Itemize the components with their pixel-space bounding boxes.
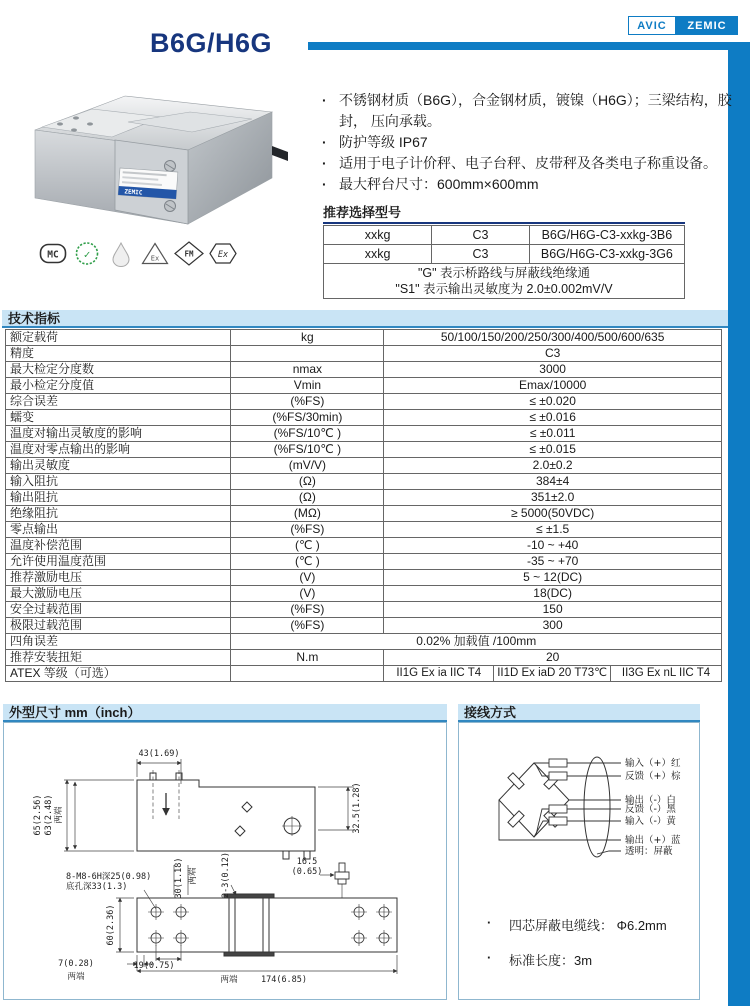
model-notes-row	[324, 264, 685, 299]
wire-label: 反馈（+）棕	[625, 771, 681, 782]
bullet: ·	[322, 155, 327, 171]
spec-unit-cell: Vmin	[231, 378, 384, 394]
spec-name-cell: 零点输出	[6, 522, 231, 538]
spec-value-cell: -10 ~ +40	[384, 538, 722, 554]
spec-row	[6, 570, 722, 586]
spec-value-cell: ≤ ±0.016	[384, 410, 722, 426]
spec-row	[6, 506, 722, 522]
dim-label: 7(0.28)	[58, 959, 94, 969]
wiring-diagram	[459, 723, 699, 909]
wiring-note-text: 标准长度：3m	[509, 953, 593, 968]
dim-label: 19(0.75)	[133, 961, 175, 971]
bullet: ·	[322, 92, 327, 108]
spec-row-atex	[6, 666, 722, 682]
atex-ex-hexagon-icon	[208, 240, 238, 267]
spec-name-cell: 最大激励电压	[6, 586, 231, 602]
bullet: ·	[322, 134, 327, 150]
nepsi-ex-triangle-icon	[140, 240, 170, 267]
spec-row	[6, 346, 722, 362]
spec-value-cell: -35 ~ +70	[384, 554, 722, 570]
wiring-note-text: 四芯屏蔽电缆线： Φ6.2mm	[509, 918, 667, 933]
spec-unit-cell: (V)	[231, 570, 384, 586]
spec-name-cell: 最小检定分度值	[6, 378, 231, 394]
spec-unit-cell: (%FS)	[231, 522, 384, 538]
bullet: ·	[487, 950, 492, 965]
dim-label: (0.65)	[291, 867, 323, 877]
model-notes-cell	[324, 264, 685, 299]
spec-row	[6, 474, 722, 490]
cable-sheath	[584, 757, 610, 857]
spec-unit-cell: (%FS/30min)	[231, 410, 384, 426]
cable-exit	[272, 146, 288, 161]
spec-value-cell: ≤ ±0.011	[384, 426, 722, 442]
spec-value-cell: 384±4	[384, 474, 722, 490]
spec-value-cell: 18(DC)	[384, 586, 722, 602]
spec-row	[6, 602, 722, 618]
model-note-2: "S1" 表示输出灵敏度为 2.0±0.002mV/V	[395, 282, 613, 296]
spec-name-cell: 输出灵敏度	[6, 458, 231, 474]
bullet: ·	[487, 915, 492, 930]
model-row	[324, 226, 685, 245]
model-capacity-cell: xxkg	[324, 226, 432, 245]
spec-name-cell: 温度对输出灵敏度的影响	[6, 426, 231, 442]
spec-row	[6, 458, 722, 474]
dim-label: 两端	[220, 975, 238, 985]
model-class-cell: C3	[432, 245, 529, 264]
feature-text: 最大秤台尺寸：600mm×600mm	[339, 176, 539, 192]
spec-row	[6, 538, 722, 554]
spec-row	[6, 378, 722, 394]
atex-value-cell: II3G Ex nL IIC T4	[611, 666, 722, 682]
feature-list	[322, 90, 734, 195]
spec-value-cell: 3000	[384, 362, 722, 378]
spec-name-cell: 四角误差	[6, 634, 231, 650]
spec-name-cell: 极限过载范围	[6, 618, 231, 634]
wire-label: 输入（-）黄	[625, 816, 676, 827]
dim-label: 两端	[188, 867, 198, 885]
feature-text: 防护等级 IP67	[339, 134, 428, 150]
spec-value-cell: ≥ 5000(50VDC)	[384, 506, 722, 522]
feature-item	[322, 174, 734, 195]
spec-unit-cell: (%FS/10℃ )	[231, 426, 384, 442]
spec-row	[6, 490, 722, 506]
feature-text: 适用于电子计价秤、电子台秤、皮带秤及各类电子称重设备。	[339, 155, 717, 171]
dim-label: 63(2.48)	[44, 794, 54, 836]
spec-name-cell: 温度补偿范围	[6, 538, 231, 554]
dim-label: 65(2.56)	[33, 794, 43, 836]
dim-label: 174(6.85)	[260, 975, 308, 985]
zemic-label	[118, 168, 178, 199]
wire-label: 输出（+）蓝	[625, 835, 681, 846]
svg-text:Ex: Ex	[217, 250, 229, 260]
feature-text: 不锈钢材质（B6G），合金钢材质，镀镍（H6G）；三梁结构，胶封， 压向承载。	[339, 92, 732, 129]
spec-row	[6, 362, 722, 378]
dim-label: 32.5(1.28)	[352, 782, 362, 834]
spec-row	[6, 442, 722, 458]
svg-text:Ex: Ex	[150, 254, 160, 263]
feature-item	[322, 90, 734, 132]
dim-label: 60(2.36)	[106, 904, 116, 946]
spec-value-cell: Emax/10000	[384, 378, 722, 394]
model-code-cell: B6G/H6G-C3-xxkg-3G6	[529, 245, 684, 264]
spec-table	[5, 329, 722, 682]
wiring-section-header: 接线方式	[458, 704, 700, 722]
spec-value-cell: 351±2.0	[384, 490, 722, 506]
spec-unit-cell: (mV/V)	[231, 458, 384, 474]
spec-unit-cell: (%FS/10℃ )	[231, 442, 384, 458]
page-title: B6G/H6G	[150, 28, 273, 58]
model-code-cell: B6G/H6G-C3-xxkg-3B6	[529, 226, 684, 245]
spec-value-cell: 150	[384, 602, 722, 618]
spec-value-cell: 2.0±0.2	[384, 458, 722, 474]
wiring-box	[458, 722, 700, 1000]
mc-mark-icon	[38, 240, 68, 267]
model-note-1: "G" 表示桥路线与屏蔽线绝缘通	[417, 266, 591, 280]
spec-value-cell: 0.02% 加载值 /100mm	[231, 634, 722, 650]
svg-text:ZEMIC: ZEMIC	[124, 188, 143, 197]
spec-row	[6, 618, 722, 634]
model-selection-table	[323, 225, 685, 299]
spec-row	[6, 554, 722, 570]
spec-row	[6, 330, 722, 346]
model-selection-heading: 推荐选择型号	[323, 202, 685, 224]
spec-name-cell: 精度	[6, 346, 231, 362]
certification-icons	[38, 240, 238, 267]
spec-unit-cell	[231, 666, 384, 682]
dim-label: 2-3(0.12)	[221, 851, 231, 899]
wire-label: 输入（+）红	[625, 758, 681, 769]
model-capacity-cell: xxkg	[324, 245, 432, 264]
bullet: ·	[322, 176, 327, 192]
spec-value-cell: 20	[384, 650, 722, 666]
spec-value-cell: 50/100/150/200/250/300/400/500/600/635	[384, 330, 722, 346]
spec-name-cell: 推荐安装扭矩	[6, 650, 231, 666]
wire-label: 输出（-）白	[625, 795, 676, 806]
spec-table-body	[6, 330, 722, 634]
svg-text:✓: ✓	[83, 248, 91, 261]
model-row	[324, 245, 685, 264]
dim-label: 8-M8-6H深25(0.98)	[66, 872, 152, 882]
spec-name-cell: 综合误差	[6, 394, 231, 410]
feature-item	[322, 153, 734, 174]
avic-logo: AVIC	[628, 16, 676, 35]
spec-row	[6, 394, 722, 410]
brand-logos	[628, 16, 738, 35]
model-class-cell: C3	[432, 226, 529, 245]
spec-unit-cell: nmax	[231, 362, 384, 378]
fm-diamond-icon	[174, 240, 204, 267]
wiring-note-item	[487, 915, 667, 934]
title-rule	[308, 42, 750, 50]
spec-value-cell: 5 ~ 12(DC)	[384, 570, 722, 586]
spec-value-cell: ≤ ±1.5	[384, 522, 722, 538]
spec-row	[6, 426, 722, 442]
spec-row-torque	[6, 650, 722, 666]
spec-name-cell: 输出阻抗	[6, 490, 231, 506]
svg-text:FM: FM	[184, 249, 194, 259]
spec-value-cell: C3	[384, 346, 722, 362]
dimension-drawing	[4, 723, 446, 999]
spec-unit-cell: (%FS)	[231, 394, 384, 410]
spec-row	[6, 522, 722, 538]
spec-name-cell: 蠕变	[6, 410, 231, 426]
spec-name-cell: 额定载荷	[6, 330, 231, 346]
spec-unit-cell: (%FS)	[231, 602, 384, 618]
drop-seal-icon	[106, 240, 136, 267]
spec-name-cell: 绝缘阻抗	[6, 506, 231, 522]
side-view	[137, 770, 315, 859]
spec-name-cell: 输入阻抗	[6, 474, 231, 490]
dim-label: 底孔深33(1.3)	[66, 882, 128, 892]
spec-value-cell: ≤ ±0.015	[384, 442, 722, 458]
spec-value-cell: ≤ ±0.020	[384, 394, 722, 410]
spec-unit-cell: (Ω)	[231, 490, 384, 506]
wiring-notes	[487, 915, 667, 985]
spec-value-cell: 300	[384, 618, 722, 634]
atex-value-cell: II1G Ex ia IIC T4	[384, 666, 494, 682]
spec-unit-cell: (℃ )	[231, 554, 384, 570]
wire-label: 透明：屏蔽	[625, 846, 673, 857]
dim-label: 两端	[67, 972, 85, 982]
dimensions-section-header: 外型尺寸 mm（inch）	[3, 704, 447, 722]
feature-item	[322, 132, 734, 153]
dim-label: 两端	[54, 806, 64, 824]
spec-name-cell: 允许使用温度范围	[6, 554, 231, 570]
dim-label: 30(1.18)	[174, 857, 184, 899]
spec-unit-cell	[231, 346, 384, 362]
spec-row-corner-error	[6, 634, 722, 650]
spec-unit-cell: N.m	[231, 650, 384, 666]
atex-value-cell: II1D Ex iaD 20 T73℃	[494, 666, 611, 682]
spec-unit-cell: (Ω)	[231, 474, 384, 490]
model-selection-block	[323, 202, 685, 299]
spec-row	[6, 586, 722, 602]
spec-name-cell: 温度对零点输出的影响	[6, 442, 231, 458]
spec-name-cell: 最大检定分度数	[6, 362, 231, 378]
spec-unit-cell: (%FS)	[231, 618, 384, 634]
spec-name-cell: 推荐激励电压	[6, 570, 231, 586]
spec-section-header: 技术指标	[2, 310, 728, 328]
wire-label: 反馈（-）黑	[625, 804, 676, 815]
spec-unit-cell: (℃ )	[231, 538, 384, 554]
spec-row	[6, 410, 722, 426]
zemic-logo: ZEMIC	[676, 16, 738, 35]
spec-name-cell: 安全过载范围	[6, 602, 231, 618]
dimensions-box	[3, 722, 447, 1000]
spec-unit-cell: (MΩ)	[231, 506, 384, 522]
dim-label: 43(1.69)	[138, 749, 180, 759]
svg-text:MC: MC	[47, 249, 59, 261]
dim-label: 16.5	[296, 857, 318, 867]
wiring-note-item	[487, 950, 667, 969]
product-photo	[20, 86, 290, 238]
spec-unit-cell: (V)	[231, 586, 384, 602]
spec-name-cell: ATEX 等级（可选）	[6, 666, 231, 682]
oiml-wreath-icon	[72, 240, 102, 267]
spec-unit-cell: kg	[231, 330, 384, 346]
